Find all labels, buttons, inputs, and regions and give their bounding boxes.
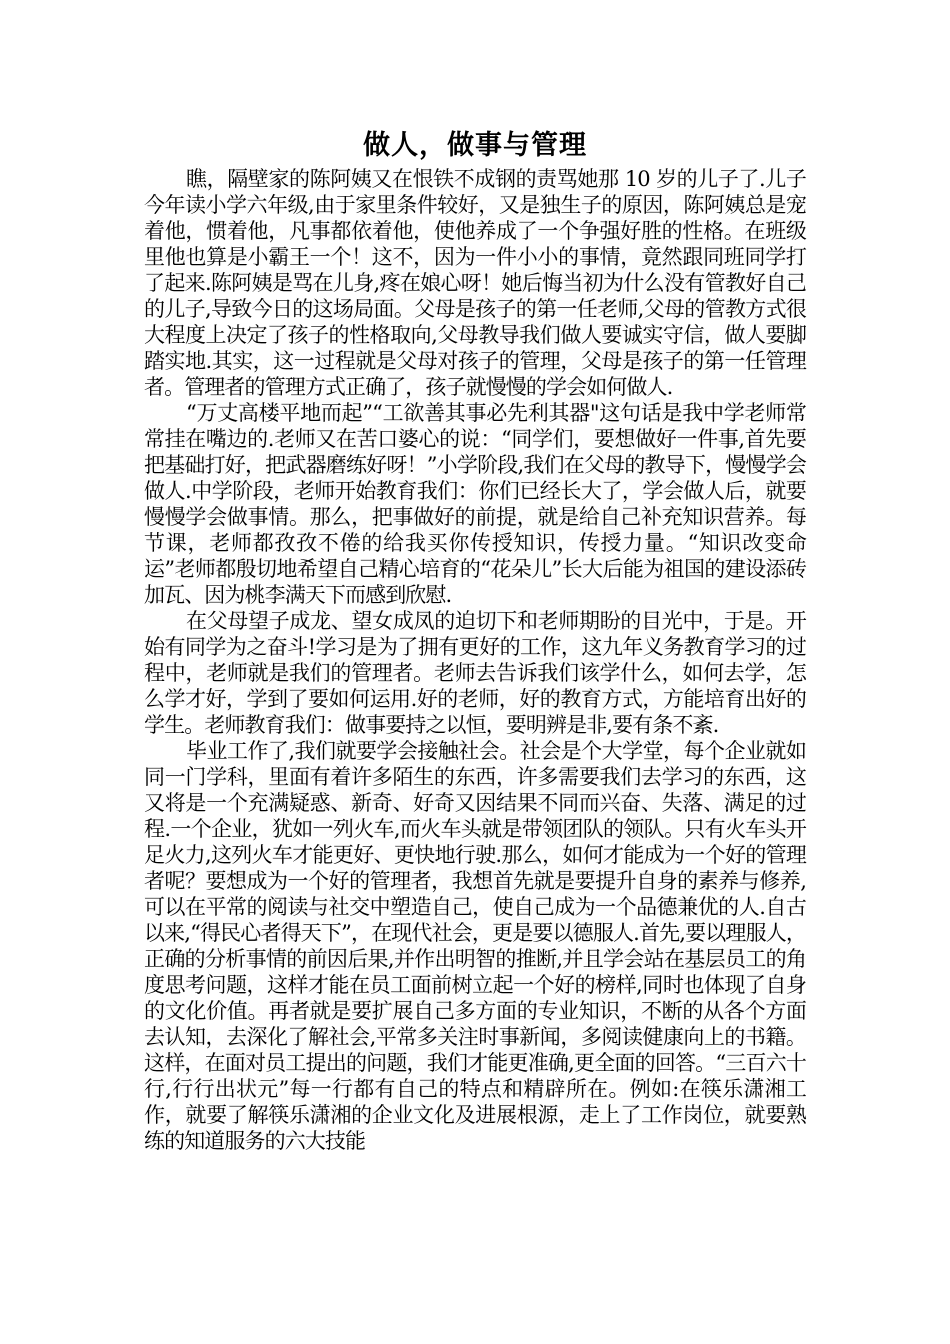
paragraph-3: 在父母望子成龙、望女成凤的迫切下和老师期盼的目光中，于是。开始有同学为之奋斗!学习是为了拥有更好的工作，这九年义务教育学习的过程中，老师就是我们的管理者。老师去告诉我们该学什么，如何去学，怎么学才好，学到了要如何运用.好的老师，好的教育方式，方能培育出好的学生。老师教育我们：做事要持之以恒，要明辨是非,要有条不紊. bbox=[144, 609, 806, 737]
document-title: 做人，做事与管理 bbox=[363, 130, 587, 161]
paragraph-1: 瞧，隔壁家的陈阿姨又在恨铁不成钢的责骂她那 10 岁的儿子了.儿子今年读小学六年级,由于家里条件较好，又是独生子的原因，陈阿姨总是宠着他，惯着他，凡事都依着他，使他养成了一个争强好胜的性格。在班级里他也算是小霸王一个！这不，因为一件小小的事情，竟然跟同班同学打了起来.陈阿姨是骂在儿身,疼在娘心呀！她后悔当初为什么没有管教好自己的儿子,导致今日的这场局面。父母是孩子的第一任老师,父母的管教方式很大程度上决定了孩子的性格取向,父母教导我们做人要诚实守信，做人要脚踏实地.其实，这一过程就是父母对孩子的管理，父母是孩子的第一任管理者。管理者的管理方式正确了，孩子就慢慢的学会如何做人. bbox=[144, 167, 806, 399]
paragraph-4: 毕业工作了,我们就要学会接触社会。社会是个大学堂，每个企业就如同一门学科，里面有着许多陌生的东西，许多需要我们去学习的东西，这又将是一个充满疑惑、新奇、好奇又因结果不同而兴奋、失落、满足的过程.一个企业，犹如一列火车,而火车头就是带领团队的领队。只有火车头开足火力,这列火车才能更好、更快地行驶.那么，如何才能成为一个好的管理者呢？要想成为一个好的管理者，我想首先就是要提升自身的素养与修养,可以在平常的阅读与社交中塑造自己，使自己成为一个品德兼优的人.自古以来,“得民心者得天下”，在现代社会，更是要以德服人.首先,要以理服人，正确的分析事情的前因后果,并作出明智的推断,并且学会站在基层员工的角度思考问题，这样才能在员工面前树立起一个好的榜样,同时也体现了自身的文化价值。再者就是要扩展自己多方面的专业知识，不断的从各个方面去认知，去深化了解社会,平常多关注时事新闻，多阅读健康向上的书籍。这样，在面对员工提出的问题，我们才能更准确,更全面的回答。“三百六十行,行行出状元”每一行都有自己的特点和精辟所在。例如:在筷乐潇湘工作，就要了解筷乐潇湘的企业文化及进展根源，走上了工作岗位，就要熟练的知道服务的六大技能 bbox=[144, 739, 806, 1153]
document-page bbox=[144, 126, 806, 1154]
paragraph-2: “万丈高楼平地而起”“工欲善其事必先利其器"这句话是我中学老师常常挂在嘴边的.老师又在苦口婆心的说：“同学们，要想做好一件事,首先要把基础打好，把武器磨练好呀！”小学阶段,我们在父母的教导下，慢慢学会做人.中学阶段，老师开始教育我们：你们已经长大了，学会做人后，就要慢慢学会做事情。那么，把事做好的前提，就是给自己补充知识营养。每节课，老师都孜孜不倦的给我买你传授知识，传授力量。“知识改变命运”老师都殷切地希望自己精心培育的“花朵儿”长大后能为祖国的建设添砖加瓦、因为桃李满天下而感到欣慰. bbox=[144, 401, 806, 607]
